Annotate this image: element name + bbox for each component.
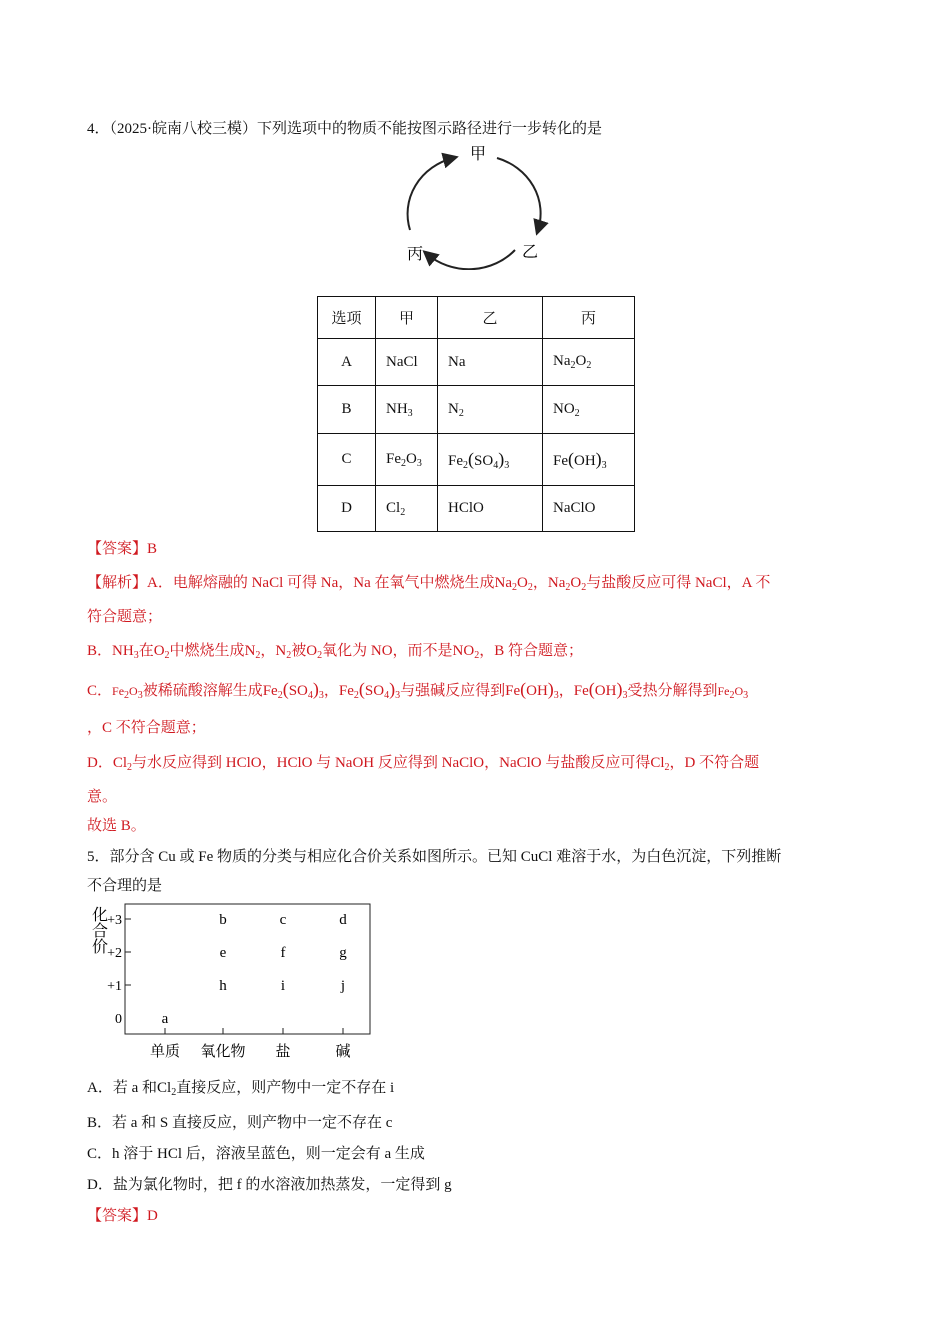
subscript: 2 [512, 582, 517, 593]
subscript: 2 [570, 360, 576, 371]
subscript: 2 [664, 762, 670, 773]
q4-stem-line [87, 117, 602, 138]
formula: N [448, 400, 459, 417]
subscript: 2 [124, 690, 130, 701]
x-category-label: 氧化物 [200, 1042, 246, 1060]
formula: N [275, 643, 287, 659]
x-category-label: 单质 [149, 1042, 181, 1060]
analysis-text: 在 [138, 643, 154, 659]
cell-jia [376, 386, 438, 434]
formula: SO [474, 452, 494, 469]
formula: Fe [573, 683, 589, 699]
paren: ) [498, 448, 505, 469]
cell-jia [376, 434, 438, 486]
formula: Fe [386, 450, 401, 467]
formula: Fe [338, 683, 354, 699]
analysis-text: ， [260, 643, 276, 659]
q4-analysis-line-a [87, 571, 770, 593]
formula: NaCl [386, 353, 418, 370]
formula: Fe [262, 683, 278, 699]
formula: Fe [448, 452, 463, 469]
subscript: 3 [137, 690, 143, 701]
formula: NH [386, 400, 408, 417]
formula: Na [547, 575, 566, 591]
data-point-label: c [279, 912, 287, 928]
subscript: 3 [416, 457, 422, 469]
option-text: A．若 a 和 [87, 1080, 157, 1096]
table-row [318, 434, 635, 486]
subscript: 2 [574, 407, 580, 419]
q4-analysis-line-d2 [87, 785, 117, 806]
paren: ( [468, 448, 474, 469]
cell-option: D [318, 486, 376, 532]
formula: Fe [112, 684, 125, 698]
valence-chart [85, 898, 375, 1063]
cell-jia [376, 339, 438, 386]
subscript: 2 [463, 459, 468, 471]
q5-option-b [87, 1111, 392, 1132]
formula: Cl [386, 499, 401, 516]
arrow-yi-to-bing [427, 250, 515, 269]
formula: Fe [505, 683, 521, 699]
analysis-text: B． [87, 643, 113, 659]
option-text: B．若 a 和 S 直接反应，则产物中一定不存在 c [87, 1115, 393, 1131]
subscript: 3 [622, 690, 628, 701]
option-text: C．h 溶于 HCl 后，溶液呈蓝色，则一定会有 a 生成 [87, 1146, 425, 1162]
data-point-label: a [161, 1011, 169, 1027]
formula: Na [494, 575, 512, 591]
paren: ( [568, 448, 574, 469]
formula: O [517, 575, 528, 591]
q4-table [317, 296, 635, 532]
answer-value: D [147, 1208, 158, 1224]
x-categories [150, 1028, 351, 1060]
q5-option-c [87, 1142, 425, 1163]
cycle-diagram [395, 140, 555, 270]
subscript: 4 [493, 459, 499, 471]
analysis-text: ， [558, 683, 574, 699]
paren: ( [358, 679, 365, 699]
subscript: 3 [407, 407, 413, 419]
data-point-label: j [340, 978, 346, 994]
cell-yi [438, 339, 543, 386]
q5-stem: 部分含 Cu 或 Fe 物质的分类与相应化合价关系如图所示。已知 CuCl 难溶于水，为白色沉淀，下列推断 [109, 849, 782, 865]
subscript: 4 [307, 690, 313, 701]
subscript: 2 [458, 407, 464, 419]
q5-stem-line2 [87, 874, 162, 895]
answer-tag: 【答案】 [87, 1208, 148, 1224]
subscript: 2 [164, 650, 170, 661]
formula: O [129, 684, 138, 698]
cell-option: B [318, 386, 376, 434]
subscript: 3 [743, 690, 749, 701]
data-point-label: h [219, 978, 227, 994]
y-axis-label: 化合价 [89, 906, 109, 954]
formula: N [244, 643, 256, 659]
paren: ) [616, 679, 623, 699]
formula: Cl [157, 1080, 172, 1096]
analysis-text: ，C 不符合题意； [87, 720, 206, 736]
th-jia: 甲 [376, 297, 438, 339]
y-tick-label: +2 [107, 946, 122, 961]
subscript: 2 [401, 457, 406, 469]
subscript: 2 [565, 582, 571, 593]
subscript: 2 [353, 690, 359, 701]
subscript: 4 [384, 690, 390, 701]
cell-jia [376, 486, 438, 532]
option-text: 直接反应，则产物中一定不存在 i [176, 1080, 395, 1096]
subscript: 2 [400, 506, 406, 518]
analysis-text: 故选 B。 [87, 818, 146, 834]
analysis-text: 被 [291, 643, 307, 659]
analysis-text: 中燃烧生成 [169, 643, 245, 659]
paren: ( [282, 679, 289, 699]
paren: ( [520, 679, 527, 699]
table-header-row [318, 297, 635, 339]
q4-analysis-line-c [87, 679, 748, 701]
arrow-bing-to-jia [408, 158, 453, 230]
q4-final [87, 814, 146, 835]
formula: Fe [553, 452, 568, 469]
th-option: 选项 [318, 297, 376, 339]
analysis-text: A．电解熔融的 NaCl 可得 Na，Na 在氧气中燃烧生成 [147, 575, 495, 591]
analysis-text: ， [532, 575, 548, 591]
formula: OH [574, 452, 596, 469]
analysis-text: ，D 不符合题 [669, 755, 760, 771]
q5-number: 5． [87, 849, 110, 865]
analysis-text: 意。 [87, 789, 118, 805]
subscript: 2 [171, 1087, 177, 1098]
cell-bing [543, 339, 635, 386]
q4-source: （2025·皖南八校三模） [109, 121, 258, 137]
formula: O [406, 450, 417, 467]
formula: O [734, 684, 744, 698]
paren: ) [595, 448, 602, 469]
subscript: 3 [318, 690, 324, 701]
q5-option-a [87, 1076, 394, 1098]
data-point-label: e [219, 945, 227, 961]
cell-option: C [318, 434, 376, 486]
paren: ( [588, 679, 595, 699]
analysis-text: C． [87, 683, 113, 699]
subscript: 2 [255, 650, 261, 661]
x-category-label: 碱 [335, 1042, 351, 1060]
analysis-text: 符合题意； [87, 609, 163, 625]
x-category-label: 盐 [275, 1042, 291, 1060]
subscript: 3 [553, 690, 559, 701]
analysis-tag: 【解析】 [87, 575, 148, 591]
data-point-label: f [280, 945, 286, 961]
q5-stem-line1 [87, 845, 781, 866]
formula: SO [364, 683, 385, 699]
paren: ) [547, 679, 554, 699]
formula: NO [553, 400, 575, 417]
data-points [162, 912, 348, 1027]
formula: Fe [717, 684, 730, 698]
formula: O [570, 575, 582, 591]
data-point-label: i [280, 978, 286, 994]
table-row [318, 486, 635, 532]
data-point-label: d [339, 912, 347, 928]
subscript: 2 [586, 360, 592, 371]
formula: Na [553, 353, 571, 369]
answer-tag: 【答案】 [87, 541, 148, 557]
answer-value: B [147, 541, 158, 557]
subscript: 3 [601, 459, 607, 471]
data-point-label: b [219, 912, 227, 928]
analysis-text: 氧化为 NO，而不是 [322, 643, 453, 659]
table-row [318, 339, 635, 386]
paren: ) [389, 679, 396, 699]
table-row [318, 386, 635, 434]
subscript: 2 [286, 650, 292, 661]
y-tick-label: +3 [107, 913, 122, 928]
subscript: 2 [474, 650, 480, 661]
q4-analysis-line-b [87, 639, 583, 661]
subscript: 2 [581, 582, 587, 593]
y-ticks [107, 913, 131, 1027]
option-text: D．盐为氯化物时，把 f 的水溶液加热蒸发，一定得到 g [87, 1177, 452, 1193]
subscript: 2 [729, 690, 735, 701]
cell-yi [438, 486, 543, 532]
analysis-text: ， [323, 683, 339, 699]
q4-analysis-line-a2 [87, 605, 162, 626]
subscript: 2 [127, 762, 133, 773]
formula: SO [288, 683, 308, 699]
cycle-node-bing: 丙 [407, 244, 424, 263]
th-yi: 乙 [438, 297, 543, 339]
cell-bing [543, 486, 635, 532]
subscript: 2 [317, 650, 323, 661]
q4-analysis-line-d [87, 751, 759, 773]
analysis-text: 被稀硫酸溶解生成 [142, 683, 263, 699]
y-tick-label: 0 [115, 1012, 122, 1027]
analysis-text: D． [87, 755, 113, 771]
paren: ) [312, 679, 319, 699]
formula: O [575, 353, 587, 369]
th-bing: 丙 [543, 297, 635, 339]
formula: NH [112, 643, 134, 659]
q5-option-d [87, 1173, 452, 1194]
cell-bing [543, 386, 635, 434]
cell-yi [438, 386, 543, 434]
formula: HClO [448, 500, 484, 516]
subscript: 3 [133, 650, 139, 661]
formula: OH [526, 683, 548, 699]
formula: OH [594, 683, 617, 699]
formula: NO [452, 643, 475, 659]
cell-bing [543, 434, 635, 486]
formula: NaClO [553, 500, 596, 516]
cycle-node-jia: 甲 [470, 144, 487, 163]
formula: O [306, 643, 318, 659]
cell-yi [438, 434, 543, 486]
arrow-jia-to-yi [497, 158, 541, 230]
formula: Cl [112, 755, 128, 771]
q4-number: 4． [87, 121, 110, 137]
subscript: 3 [395, 690, 401, 701]
analysis-text: 与水反应得到 HClO，HClO 与 NaOH 反应得到 NaClO，NaClO 与盐酸反应可得 [132, 755, 651, 771]
formula: Na [448, 353, 466, 370]
cycle-node-yi: 乙 [522, 242, 539, 261]
analysis-text: 与盐酸反应可得 NaCl，A 不 [586, 575, 771, 591]
q4-stem: 下列选项中的物质不能按图示路径进行一步转化的是 [257, 121, 603, 137]
formula: O [153, 643, 165, 659]
q5-stem: 不合理的是 [87, 878, 163, 894]
y-tick-label: +1 [107, 979, 122, 994]
formula: Cl [650, 755, 665, 771]
subscript: 3 [504, 459, 510, 471]
data-point-label: g [339, 945, 347, 961]
cell-option: A [318, 339, 376, 386]
subscript: 2 [527, 582, 533, 593]
analysis-text: ，B 符合题意； [479, 643, 583, 659]
analysis-text: 受热分解得到 [627, 683, 718, 699]
q4-answer-line [87, 537, 157, 558]
analysis-text: 与强碱反应得到 [400, 683, 506, 699]
subscript: 2 [277, 690, 283, 701]
q4-analysis-line-c2 [87, 716, 206, 737]
q5-answer-line [87, 1204, 158, 1225]
